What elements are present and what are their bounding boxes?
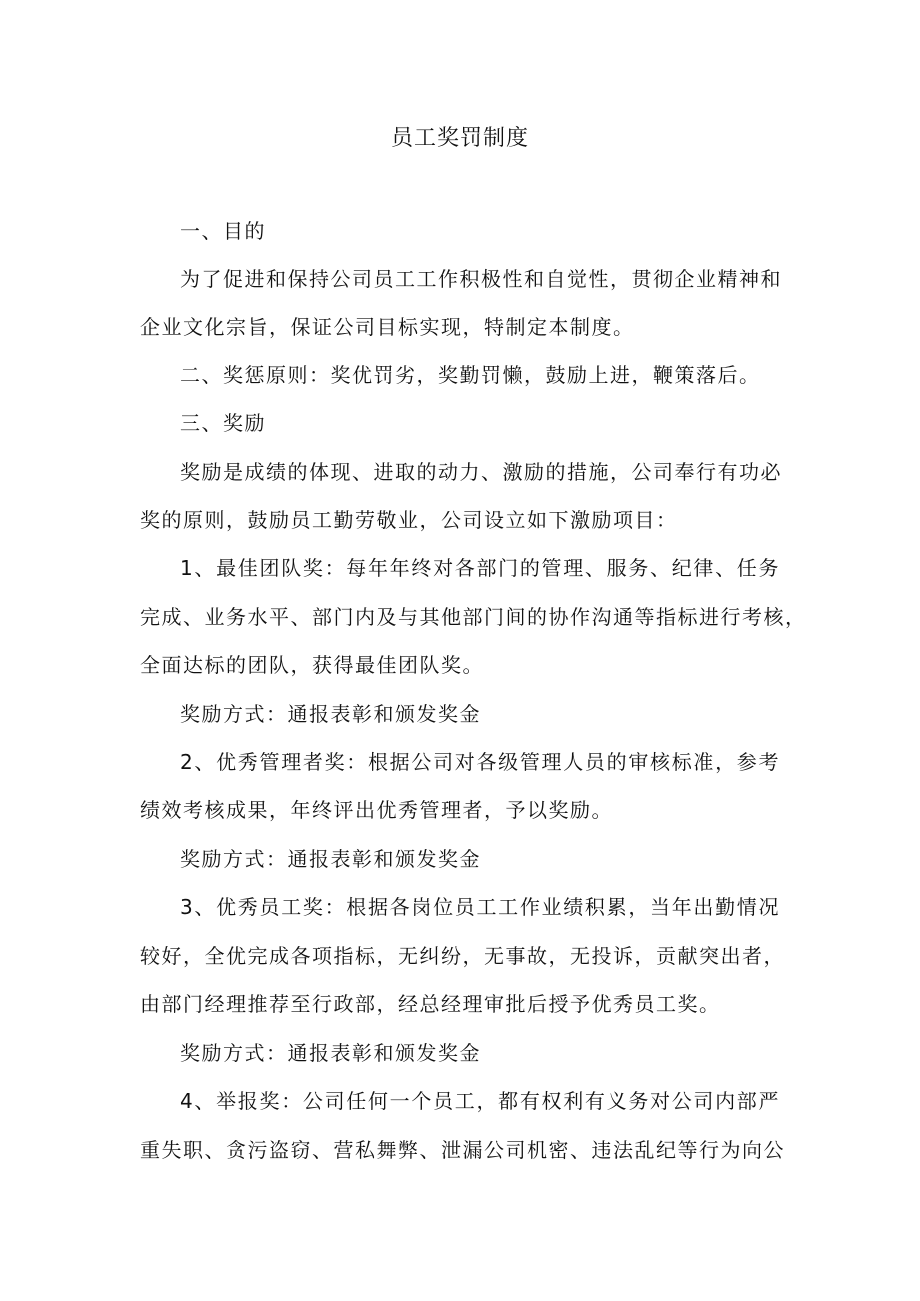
- paragraph-line: 企业文化宗旨，保证公司目标实现，特制定本制度。: [140, 315, 635, 339]
- paragraph-line: 完成、业务水平、部门内及与其他部门间的协作沟通等指标进行考核，: [140, 605, 807, 629]
- document-title: 员工奖罚制度: [390, 126, 529, 151]
- award-item-best-employee: 3、优秀员工奖：根据各岗位员工工作业绩积累，当年出勤情况: [180, 895, 780, 919]
- paragraph-line: 全面达标的团队，获得最佳团队奖。: [140, 653, 484, 677]
- section-heading-purpose: 一、目的: [180, 219, 266, 243]
- paragraph-line: 奖的原则，鼓励员工勤劳敬业，公司设立如下激励项目：: [140, 508, 678, 532]
- award-method: 奖励方式：通报表彰和颁发奖金: [180, 1041, 481, 1065]
- award-item-best-team: 1、最佳团队奖：每年年终对各部门的管理、服务、纪律、任务: [180, 556, 780, 580]
- paragraph-line: 为了促进和保持公司员工工作积极性和自觉性，贯彻企业精神和: [180, 267, 782, 291]
- paragraph-line: 奖励是成绩的体现、进取的动力、激励的措施，公司奉行有功必: [180, 460, 782, 484]
- paragraph-line: 重失职、贪污盗窃、营私舞弊、泄漏公司机密、违法乱纪等行为向公: [140, 1138, 785, 1162]
- award-item-best-manager: 2、优秀管理者奖：根据公司对各级管理人员的审核标准，参考: [180, 750, 780, 774]
- award-method: 奖励方式：通报表彰和颁发奖金: [180, 847, 481, 871]
- paragraph-line: 较好，全优完成各项指标，无纠纷，无事故，无投诉，贡献突出者，: [140, 944, 785, 968]
- award-method: 奖励方式：通报表彰和颁发奖金: [180, 702, 481, 726]
- section-heading-rewards: 三、奖励: [180, 411, 266, 435]
- paragraph-line: 绩效考核成果，年终评出优秀管理者，予以奖励。: [140, 798, 613, 822]
- paragraph-line: 由部门经理推荐至行政部，经总经理审批后授予优秀员工奖。: [140, 992, 721, 1016]
- award-item-whistleblower: 4、举报奖：公司任何一个员工，都有权利有义务对公司内部严: [180, 1089, 780, 1113]
- section-heading-principles: 二、奖惩原则：奖优罚劣，奖勤罚懒，鼓励上进，鞭策落后。: [180, 363, 761, 387]
